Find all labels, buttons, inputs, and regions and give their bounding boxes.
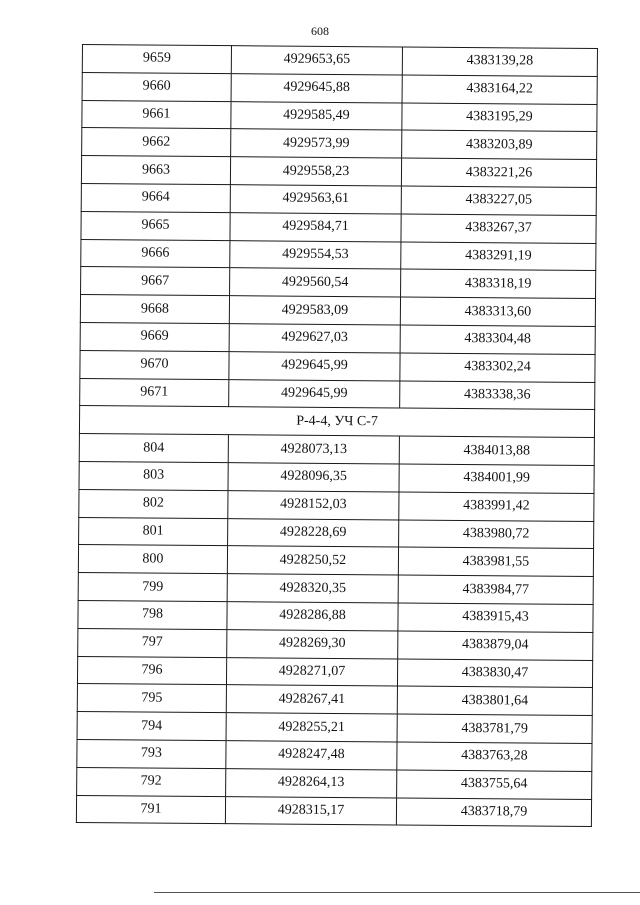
section-title: Р-4-4, УЧ С-7 [79,406,594,438]
y-coordinate-cell: 4383318,19 [401,269,596,298]
point-number-cell: 792 [77,767,226,796]
x-coordinate-cell: 4929558,23 [230,157,401,186]
x-coordinate-cell: 4928264,13 [226,768,397,797]
y-coordinate-cell: 4383718,79 [396,798,591,827]
y-coordinate-cell: 4384013,88 [399,436,594,465]
table-row [78,628,593,660]
table-row [79,489,594,521]
point-number-cell: 9670 [80,350,229,379]
table-row [79,434,594,466]
y-coordinate-cell: 4383291,19 [401,242,596,271]
y-coordinate-cell: 4383755,64 [397,770,592,799]
y-coordinate-cell: 4383830,47 [397,659,592,688]
coordinates-table-body [76,45,597,827]
x-coordinate-cell: 4929653,65 [231,46,402,75]
x-coordinate-cell: 4928228,69 [228,518,399,547]
bottom-rule [154,892,640,893]
point-number-cell: 9659 [82,45,231,74]
table-row [79,517,594,549]
x-coordinate-cell: 4929645,99 [229,379,400,408]
x-coordinate-cell: 4928267,41 [226,685,397,714]
x-coordinate-cell: 4929627,03 [229,324,400,353]
x-coordinate-cell: 4929584,71 [230,212,401,241]
table-row [78,545,593,577]
table-row [76,795,591,827]
section-row [79,406,594,438]
x-coordinate-cell: 4928271,07 [226,657,397,686]
point-number-cell: 798 [78,600,227,629]
point-number-cell: 9666 [81,239,230,268]
y-coordinate-cell: 4383991,42 [399,492,594,521]
x-coordinate-cell: 4929554,53 [230,240,401,269]
x-coordinate-cell: 4928073,13 [228,435,399,464]
y-coordinate-cell: 4383781,79 [397,714,592,743]
point-number-cell: 793 [77,739,226,768]
x-coordinate-cell: 4929560,54 [230,268,401,297]
point-number-cell: 9661 [82,100,231,129]
point-number-cell: 803 [79,461,228,490]
point-number-cell: 799 [78,573,227,602]
point-number-cell: 795 [77,684,226,713]
y-coordinate-cell: 4383195,29 [402,103,597,132]
x-coordinate-cell: 4929645,88 [231,73,402,102]
table-row [82,45,597,77]
x-coordinate-cell: 4928315,17 [225,796,396,825]
table-row [78,573,593,605]
point-number-cell: 9668 [80,295,229,324]
table-row [81,156,596,188]
y-coordinate-cell: 4383984,77 [398,575,593,604]
x-coordinate-cell: 4929563,61 [230,185,401,214]
y-coordinate-cell: 4383879,04 [398,631,593,660]
y-coordinate-cell: 4383221,26 [401,158,596,187]
point-number-cell: 9667 [81,267,230,296]
table-row [82,72,597,104]
x-coordinate-cell: 4928096,35 [228,463,399,492]
y-coordinate-cell: 4383980,72 [399,520,594,549]
y-coordinate-cell: 4383304,48 [400,325,595,354]
y-coordinate-cell: 4383313,60 [400,297,595,326]
table-row [81,239,596,271]
table-row [82,100,597,132]
table-row [81,211,596,243]
page-number: 608 [311,24,329,38]
y-coordinate-cell: 4383267,37 [401,214,596,243]
table-row [79,461,594,493]
point-number-cell: 9664 [81,183,230,212]
point-number-cell: 9665 [81,211,230,240]
table-row [77,739,592,771]
point-number-cell: 804 [79,434,228,463]
y-coordinate-cell: 4383915,43 [398,603,593,632]
table-row [81,183,596,215]
y-coordinate-cell: 4383763,28 [397,742,592,771]
table-row [77,656,592,688]
table-row [77,684,592,716]
x-coordinate-cell: 4928320,35 [227,574,398,603]
y-coordinate-cell: 4383302,24 [400,353,595,382]
y-coordinate-cell: 4383203,89 [402,130,597,159]
point-number-cell: 796 [77,656,226,685]
x-coordinate-cell: 4928250,52 [227,546,398,575]
point-number-cell: 9663 [81,156,230,185]
point-number-cell: 794 [77,712,226,741]
x-coordinate-cell: 4929583,09 [229,296,400,325]
point-number-cell: 9671 [80,378,229,407]
y-coordinate-cell: 4383139,28 [402,47,597,76]
x-coordinate-cell: 4928247,48 [226,741,397,770]
y-coordinate-cell: 4383801,64 [397,686,592,715]
y-coordinate-cell: 4383981,55 [398,547,593,576]
table-row [77,712,592,744]
point-number-cell: 791 [76,795,225,824]
y-coordinate-cell: 4383164,22 [402,75,597,104]
y-coordinate-cell: 4383338,36 [400,381,595,410]
x-coordinate-cell: 4928269,30 [227,629,398,658]
x-coordinate-cell: 4928255,21 [226,713,397,742]
y-coordinate-cell: 4383227,05 [401,186,596,215]
x-coordinate-cell: 4928152,03 [228,490,399,519]
table-row [80,378,595,410]
y-coordinate-cell: 4384001,99 [399,464,594,493]
table-row [81,267,596,299]
point-number-cell: 797 [78,628,227,657]
table-row [80,350,595,382]
x-coordinate-cell: 4929573,99 [231,129,402,158]
point-number-cell: 9669 [80,322,229,351]
point-number-cell: 9662 [82,128,231,157]
coordinates-table [76,44,598,827]
point-number-cell: 802 [79,489,228,518]
point-number-cell: 800 [78,545,227,574]
point-number-cell: 801 [79,517,228,546]
x-coordinate-cell: 4929645,99 [229,351,400,380]
table-row [80,322,595,354]
table-row [80,295,595,327]
table-row [82,128,597,160]
point-number-cell: 9660 [82,72,231,101]
table-row [78,600,593,632]
coordinates-table-wrapper [76,44,594,827]
table-row [77,767,592,799]
x-coordinate-cell: 4929585,49 [231,101,402,130]
x-coordinate-cell: 4928286,88 [227,602,398,631]
